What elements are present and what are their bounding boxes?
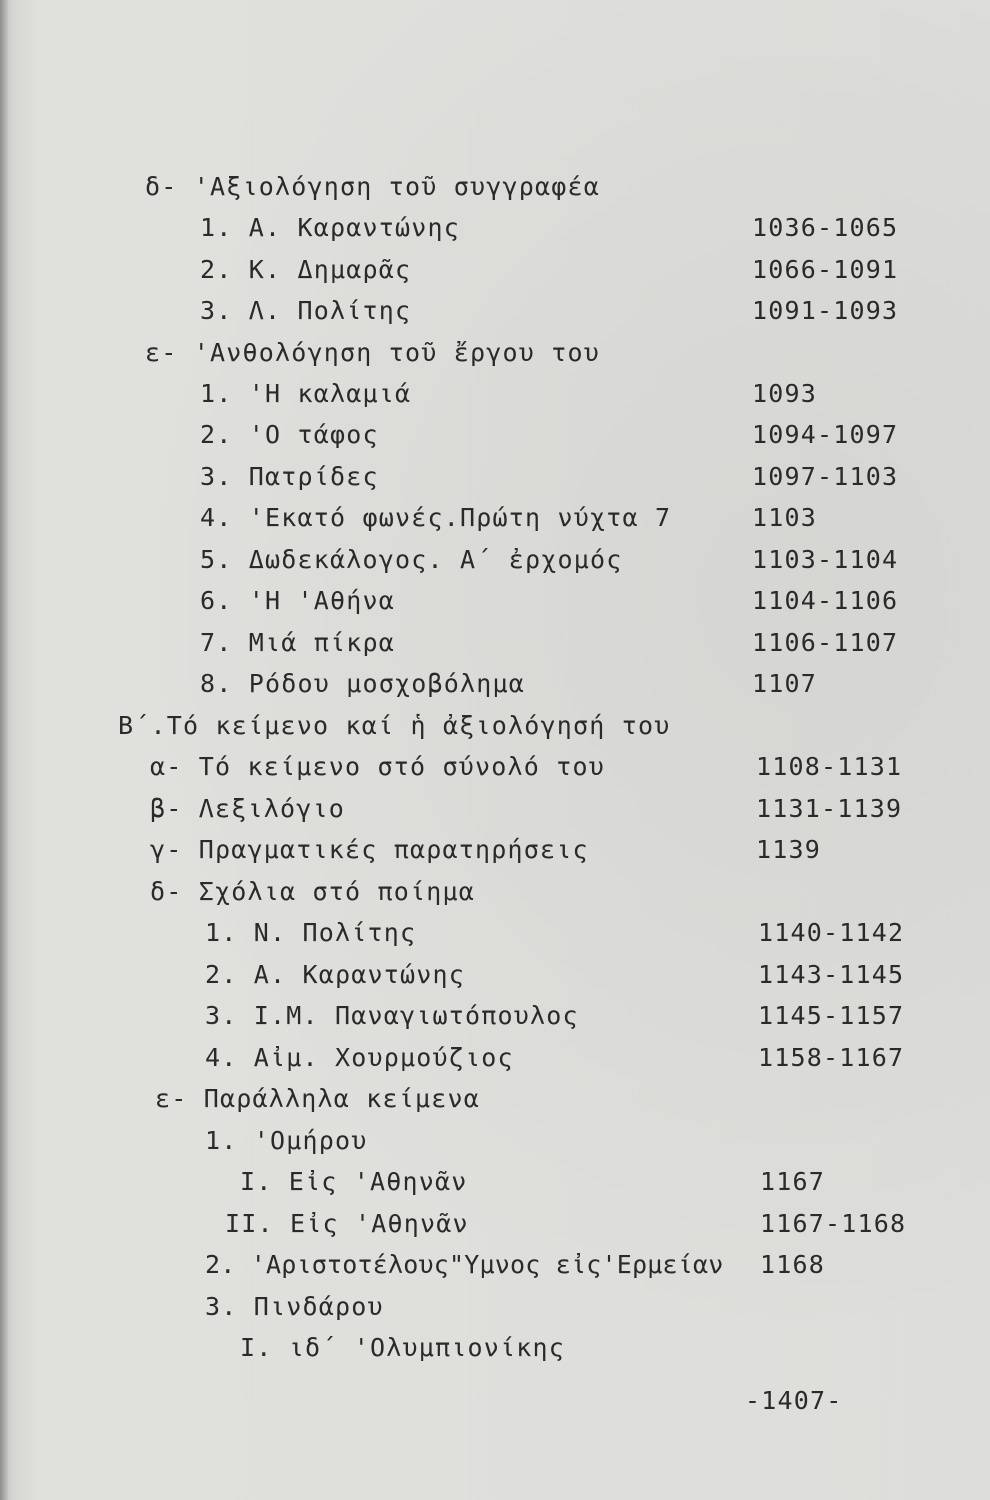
toc-entry: 4. 'Εκατό φωνές.Πρώτη νύχτα 7 bbox=[200, 503, 672, 532]
toc-subentry: II. Εἰς 'Αθηνᾶν bbox=[225, 1209, 469, 1238]
toc-page-ref: 1108-1131 bbox=[756, 752, 903, 781]
toc-page-ref: 1167-1168 bbox=[760, 1209, 907, 1238]
toc-entry: 1. Ν. Πολίτης bbox=[205, 918, 417, 947]
toc-entry: 2. 'Αριστοτέλους"Υμνος εἰς'Ερμείαν bbox=[205, 1250, 724, 1279]
toc-page-ref: 1103 bbox=[752, 503, 818, 532]
page-binding-edge bbox=[0, 0, 8, 1500]
toc-entry: 2. Κ. Δημαρᾶς bbox=[200, 255, 412, 284]
toc-entry: 2. 'Ο τάφος bbox=[200, 420, 379, 449]
toc-entry: β- Λεξιλόγιο bbox=[150, 794, 346, 823]
toc-heading-delta-2: δ- Σχόλια στό ποίημα bbox=[150, 877, 476, 906]
toc-heading-delta: δ- 'Αξιολόγηση τοῦ συγγραφέα bbox=[145, 172, 601, 201]
toc-entry: 3. Ι.Μ. Παναγιωτόπουλος bbox=[205, 1001, 579, 1030]
toc-part-beta: Β΄.Τό κείμενο καί ἡ ἀξιολόγησή του bbox=[118, 711, 671, 740]
toc-page-ref: 1167 bbox=[760, 1167, 826, 1196]
toc-heading-epsilon: ε- 'Ανθολόγηση τοῦ ἔργου του bbox=[145, 338, 601, 367]
toc-page-ref: 1107 bbox=[752, 669, 818, 698]
toc-page-ref: 1093 bbox=[752, 379, 818, 408]
toc-page-ref: 1145-1157 bbox=[758, 1001, 905, 1030]
toc-page-ref: 1094-1097 bbox=[752, 420, 899, 449]
page-number: -1407- bbox=[745, 1386, 843, 1415]
toc-entry: 8. Ρόδου μοσχοβόλημα bbox=[200, 669, 526, 698]
toc-entry: 3. Πινδάρου bbox=[205, 1292, 384, 1321]
toc-entry: α- Τό κείμενο στό σύνολό του bbox=[150, 752, 606, 781]
toc-page-ref: 1104-1106 bbox=[752, 586, 899, 615]
toc-entry: 4. Αἰμ. Χουρμούζιος bbox=[205, 1043, 514, 1072]
toc-page-ref: 1066-1091 bbox=[752, 255, 899, 284]
toc-entry: 1. 'Ομήρου bbox=[205, 1126, 368, 1155]
toc-page-ref: 1091-1093 bbox=[752, 296, 899, 325]
toc-entry: 7. Μιά πίκρα bbox=[200, 628, 396, 657]
toc-page-ref: 1106-1107 bbox=[752, 628, 899, 657]
toc-entry: 2. Α. Καραντώνης bbox=[205, 960, 466, 989]
toc-page-ref: 1143-1145 bbox=[758, 960, 905, 989]
toc-entry: 5. Δωδεκάλογος. Α΄ ἐρχομός bbox=[200, 545, 623, 574]
toc-page-ref: 1140-1142 bbox=[758, 918, 905, 947]
toc-page-ref: 1168 bbox=[760, 1250, 826, 1279]
toc-entry: γ- Πραγματικές παρατηρήσεις bbox=[150, 835, 589, 864]
toc-page-ref: 1158-1167 bbox=[758, 1043, 905, 1072]
toc-page-ref: 1131-1139 bbox=[756, 794, 903, 823]
toc-entry: 1. Α. Καραντώνης bbox=[200, 213, 461, 242]
toc-subentry: I. ιδ΄ 'Ολυμπιονίκης bbox=[240, 1333, 566, 1362]
toc-page-ref: 1139 bbox=[756, 835, 822, 864]
toc-entry: 3. Πατρίδες bbox=[200, 462, 379, 491]
toc-page-ref: 1036-1065 bbox=[752, 213, 899, 242]
toc-subentry: I. Εἰς 'Αθηνᾶν bbox=[240, 1167, 468, 1196]
toc-entry: 1. 'Η καλαμιά bbox=[200, 379, 412, 408]
toc-page-ref: 1097-1103 bbox=[752, 462, 899, 491]
toc-entry: 3. Λ. Πολίτης bbox=[200, 296, 412, 325]
toc-entry: 6. 'Η 'Αθήνα bbox=[200, 586, 396, 615]
toc-page-ref: 1103-1104 bbox=[752, 545, 899, 574]
toc-heading-epsilon-2: ε- Παράλληλα κείμενα bbox=[155, 1084, 481, 1113]
